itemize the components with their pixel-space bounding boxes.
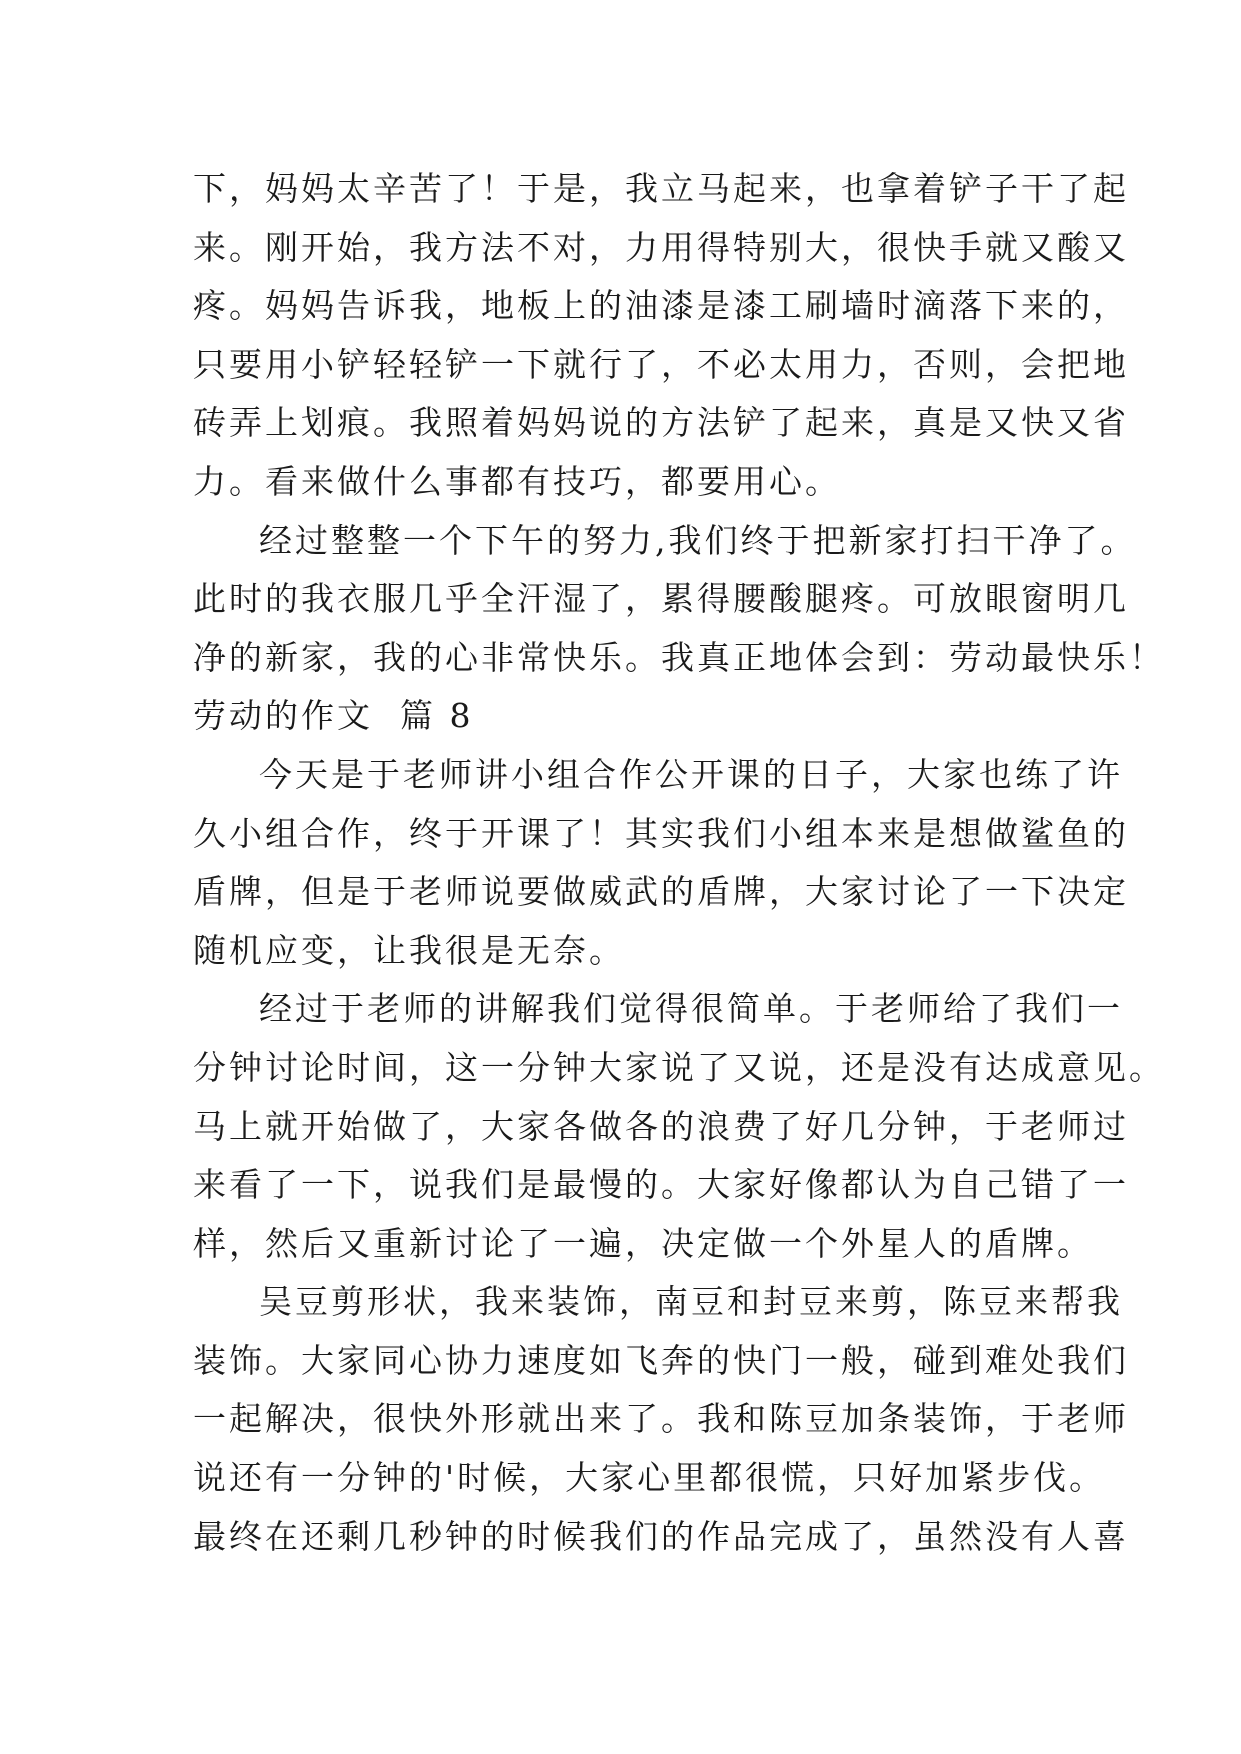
text-line: 装饰。大家同心协力速度如飞奔的快门一般，碰到难处我们 bbox=[193, 1340, 1129, 1380]
text-line: 只要用小铲轻轻铲一下就行了，不必太用力，否则，会把地 bbox=[193, 344, 1129, 384]
text-line: 盾牌，但是于老师说要做威武的盾牌，大家讨论了一下决定 bbox=[193, 872, 1129, 912]
text-line: 下，妈妈太辛苦了！于是，我立马起来，也拿着铲子干了起 bbox=[193, 169, 1129, 208]
text-line: 一起解决，很快外形就出来了。我和陈豆加条装饰，于老师 bbox=[193, 1399, 1129, 1439]
text-line: 分钟讨论时间，这一分钟大家说了又说，还是没有达成意见。 bbox=[193, 1047, 1165, 1087]
text-line: 久小组合作，终于开课了！其实我们小组本来是想做鲨鱼的 bbox=[193, 813, 1129, 853]
text-line: 疼。妈妈告诉我，地板上的油漆是漆工刷墙时滴落下来的， bbox=[193, 286, 1129, 326]
essay-body bbox=[193, 160, 1165, 1566]
text-line: 净的新家，我的心非常快乐。我真正地体会到：劳动最快乐！ bbox=[193, 637, 1165, 677]
text-line: 砖弄上划痕。我照着妈妈说的方法铲了起来，真是又快又省 bbox=[193, 403, 1129, 443]
text-line: 样，然后又重新讨论了一遍，决定做一个外星人的盾牌。 bbox=[193, 1223, 1093, 1263]
text-line: 经过整整一个下午的努力,我们终于把新家打扫干净了。 bbox=[259, 520, 1137, 560]
text-line: 最终在还剩几秒钟的时候我们的作品完成了，虽然没有人喜 bbox=[193, 1516, 1129, 1556]
text-line: 力。看来做什么事都有技巧，都要用心。 bbox=[193, 461, 841, 501]
text-line: 此时的我衣服几乎全汗湿了，累得腰酸腿疼。可放眼窗明几 bbox=[193, 579, 1129, 619]
text-line: 来看了一下，说我们是最慢的。大家好像都认为自己错了一 bbox=[193, 1165, 1129, 1205]
text-line: 马上就开始做了，大家各做各的浪费了好几分钟，于老师过 bbox=[193, 1106, 1129, 1146]
text-line: 吴豆剪形状，我来装饰，南豆和封豆来剪，陈豆来帮我 bbox=[259, 1282, 1123, 1322]
text-line: 今天是于老师讲小组合作公开课的日子，大家也练了许 bbox=[259, 754, 1123, 794]
text-line: 来。刚开始，我方法不对，力用得特别大，很快手就又酸又 bbox=[193, 227, 1129, 267]
section-heading: 劳动的作文 篇 8 bbox=[193, 696, 474, 736]
text-line: 经过于老师的讲解我们觉得很简单。于老师给了我们一 bbox=[259, 989, 1123, 1029]
text-line: 说还有一分钟的'时候，大家心里都很慌，只好加紧步伐。 bbox=[193, 1458, 1106, 1498]
text-line: 随机应变，让我很是无奈。 bbox=[193, 930, 625, 970]
